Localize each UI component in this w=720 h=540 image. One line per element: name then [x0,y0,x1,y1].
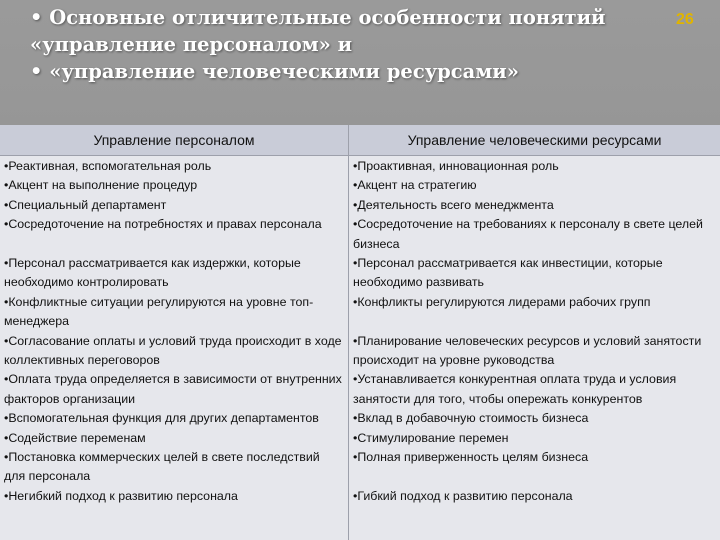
list-item: •Негибкий подход к развитию персонала [4,488,238,503]
list-item: •Полная приверженность целям бизнеса [353,450,589,465]
spacer [4,235,344,254]
title-line-3: • «управление человеческими ресурсами» [30,60,519,83]
title-line-1: • Основные отличительные особенности понятий [30,6,606,29]
spacer [353,312,715,331]
list-item: •Акцент на выполнение процедур [4,178,198,193]
header-human-resource-management: Управление человеческими ресурсами [349,125,720,156]
list-item: •Специальный департамент [4,197,167,212]
list-item: •Реактивная, вспомогательная роль [4,159,212,173]
list-item: •Конфликты регулируются лидерами рабочих групп [353,294,651,309]
title-line-2: «управление персоналом» и [30,33,353,56]
comparison-table [0,125,720,540]
list-item: •Согласование оплаты и условий труда происходит в ходе коллективных переговоров [4,333,342,368]
list-item: •Вспомогательная функция для других департаментов [4,411,319,426]
list-item: •Персонал рассматривается как инвестиции, которые необходимо развивать [353,256,663,290]
list-item: •Деятельность всего менеджмента [353,197,554,212]
list-item: •Проактивная, инновационная роль [353,159,559,173]
list-item: •Оплата труда определяется в зависимости от внутренних факторов организации [4,372,342,406]
list-item: •Сосредоточение на требованиях к персоналу в свете целей бизнеса [353,217,703,251]
list-item: •Вклад в добавочную стоимость бизнеса [353,411,589,426]
list-item: •Гибкий подход к развитию персонала [353,488,573,503]
header-personnel-management: Управление персоналом [0,125,348,156]
list-item: •Конфликтные ситуации регулируются на уровне топ-менеджера [4,294,314,329]
list-item: •Стимулирование перемен [353,430,509,445]
spacer [353,467,715,486]
personnel-management-column [4,157,344,506]
human-resource-management-column [353,157,715,506]
list-item: •Персонал рассматривается как издержки, которые необходимо контролировать [4,256,301,290]
list-item: •Сосредоточение на потребностях и правах персонала [4,217,322,232]
list-item: •Устанавливается конкурентная оплата труда и условия занятости для того, чтобы опережать конкурентов [353,372,677,406]
list-item: •Планирование человеческих ресурсов и условий занятости происходит на уровне руководства [353,333,702,368]
slide-title [30,4,720,85]
list-item: •Акцент на стратегию [353,178,477,193]
list-item: •Постановка коммерческих целей в свете последствий для персонала [4,450,320,484]
list-item: •Содействие переменам [4,430,146,445]
page-number: 26 [676,11,694,28]
column-divider [348,125,349,540]
